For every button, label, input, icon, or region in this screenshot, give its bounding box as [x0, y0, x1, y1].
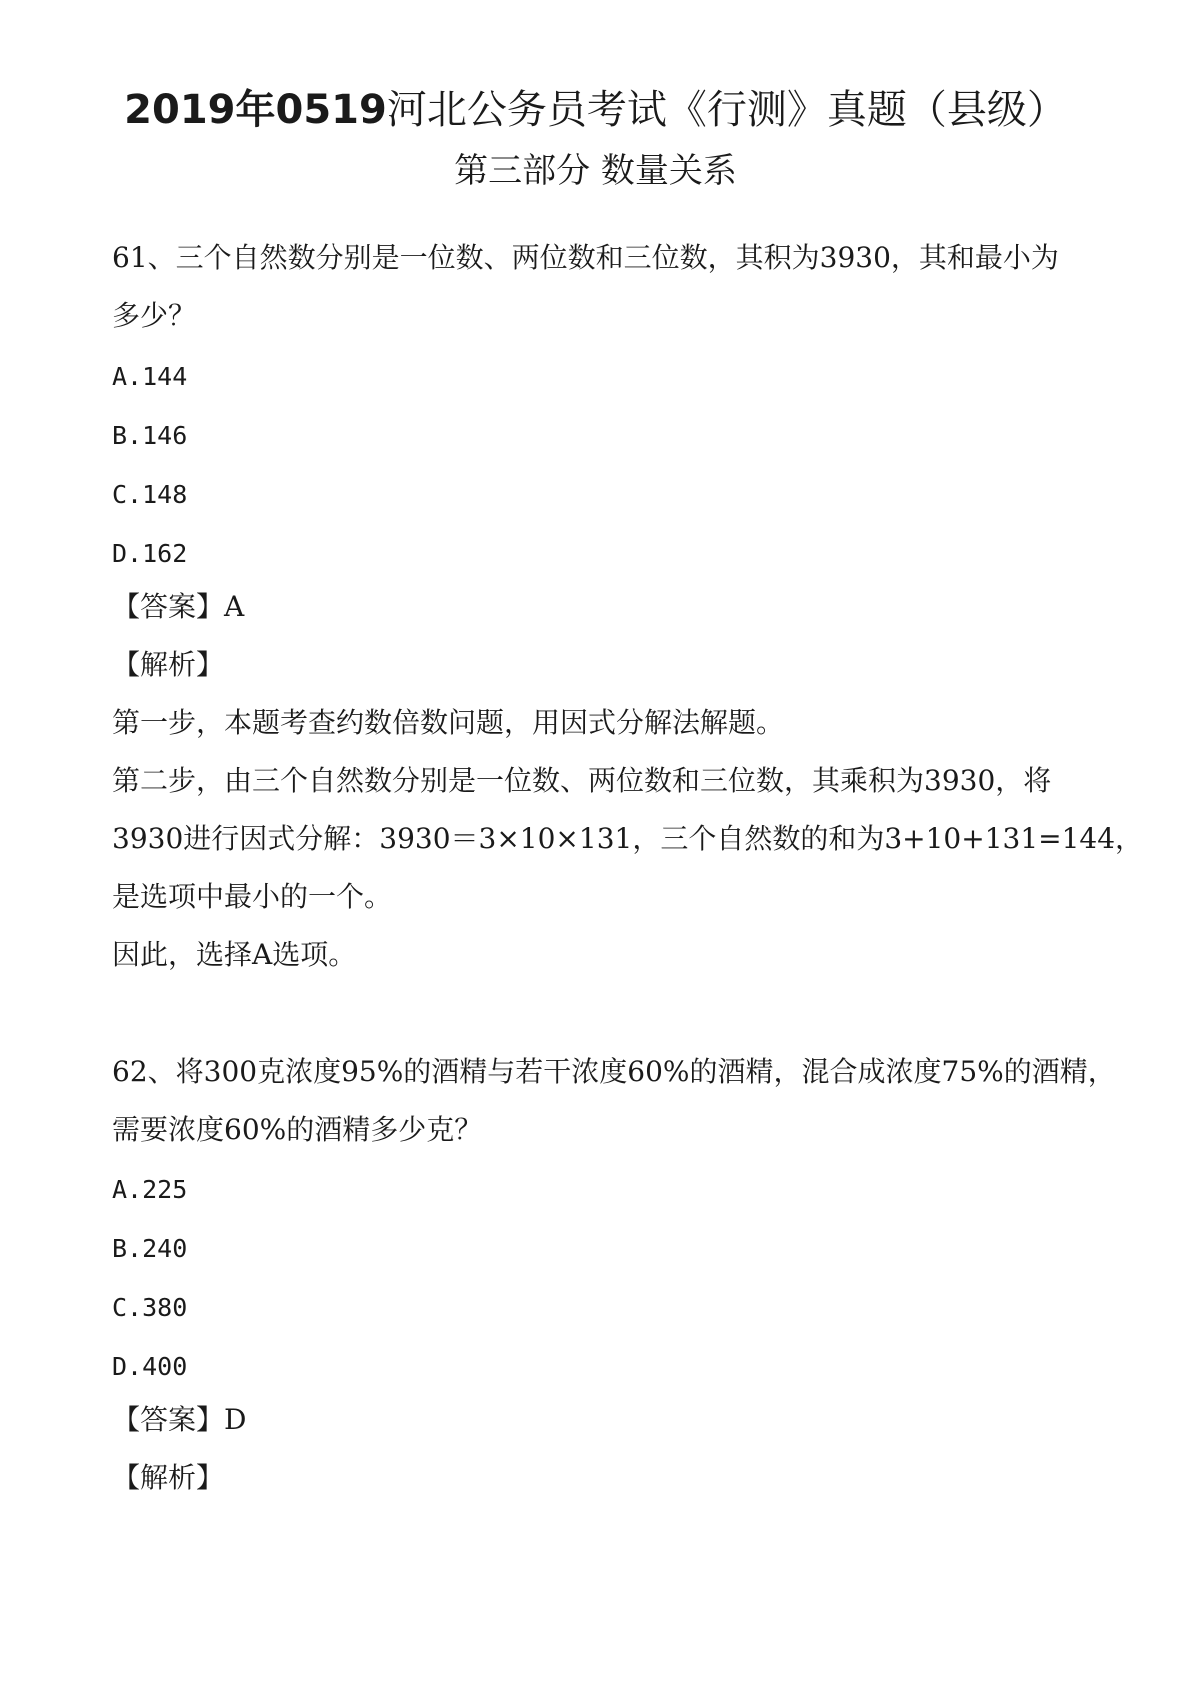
q62-option-d: D.400 [112, 1352, 188, 1381]
q61-analysis-step-1: 第一步，本题考查约数倍数问题，用因式分解法解题。 [112, 706, 785, 739]
q61-option-a: A.144 [112, 362, 188, 391]
q61-option-d: D.162 [112, 539, 188, 568]
q61-analysis-label: 【解析】 [112, 648, 225, 681]
q61-stem-line-1: 61、三个自然数分别是一位数、两位数和三位数，其积为3930，其和最小为 [112, 241, 1059, 274]
q61-option-c: C.148 [112, 480, 188, 509]
q61-analysis-step-2: 第二步，由三个自然数分别是一位数、两位数和三位数，其乘积为3930，将 [112, 764, 1052, 797]
document-title [0, 78, 1191, 135]
q61-answer: 【答案】A [112, 590, 245, 623]
section-subtitle: 第三部分 数量关系 [454, 151, 737, 191]
q62-answer: 【答案】D [112, 1403, 247, 1436]
q62-option-a: A.225 [112, 1175, 188, 1204]
q61-option-b: B.146 [112, 421, 188, 450]
q62-analysis-label: 【解析】 [112, 1461, 225, 1494]
q62-stem-line-1: 62、将300克浓度95%的酒精与若干浓度60%的酒精，混合成浓度75%的酒精， [112, 1055, 1116, 1088]
document-title-number: 2019年0519 [124, 87, 387, 133]
q61-analysis-conclusion: 因此，选择A选项。 [112, 938, 357, 971]
q61-analysis-step-2-cont: 3930进行因式分解：3930＝3×10×131，三个自然数的和为3+10+131=144， [112, 822, 1144, 855]
document-title-text: 河北公务员考试《行测》真题（县级） [386, 87, 1067, 133]
q62-option-c: C.380 [112, 1293, 188, 1322]
q61-stem-line-2: 多少？ [112, 299, 197, 332]
q62-stem-line-2: 需要浓度60%的酒精多少克？ [112, 1113, 483, 1146]
q61-analysis-step-2-end: 是选项中最小的一个。 [112, 880, 393, 913]
q62-option-b: B.240 [112, 1234, 188, 1263]
